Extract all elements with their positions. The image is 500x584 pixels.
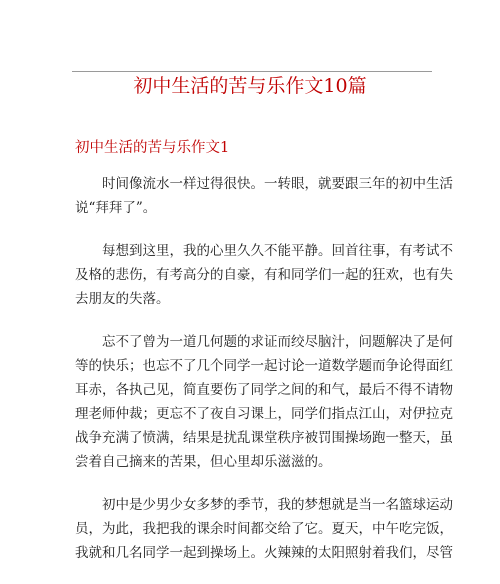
- paragraph: [75, 330, 453, 474]
- header-rule: [72, 71, 432, 72]
- paragraph-line: 忘不了曾为一道几何题的求证而绞尽脑汁，问题解决了是何: [102, 334, 453, 350]
- paragraph: [75, 493, 453, 565]
- paragraph-line: 耳赤，各执己见，简直要伤了同学之间的和气，最后不得不请物: [75, 382, 453, 398]
- paragraph-line: 去朋友的失落。: [75, 291, 170, 307]
- paragraph-line: 每想到这里，我的心里久久不能平静。回首往事，有考试不: [102, 243, 453, 259]
- paragraph-line: 时间像流水一样过得很快。一转眼，就要跟三年的初中生活: [102, 176, 453, 192]
- paragraph-line: 等的快乐；也忘不了几个同学一起讨论一道数学题而争论得面红: [75, 358, 453, 374]
- paragraph: [75, 172, 453, 220]
- paragraph-line: 员，为此，我把我的课余时间都交给了它。夏天，中午吃完饭，: [75, 521, 453, 537]
- section-title: 初中生活的苦与乐作文1: [75, 140, 230, 156]
- paragraph-line: 尝着自己摘来的苦果，但心里却乐滋滋的。: [75, 454, 332, 470]
- document-title: 初中生活的苦与乐作文10篇: [133, 75, 367, 97]
- paragraph-line: 战争充满了愤满，结果是扰乱课堂秩序被罚围操场跑一整天，虽: [75, 430, 453, 446]
- paragraph-line: 我就和几名同学一起到操场上。火辣辣的太阳照射着我们，尽管: [75, 545, 453, 561]
- paragraph-line: 初中是少男少女多梦的季节，我的梦想就是当一名篮球运动: [102, 497, 453, 513]
- document-body: [75, 172, 453, 584]
- paragraph-line: 及格的悲伤，有考高分的自豪，有和同学们一起的狂欢，也有失: [75, 267, 453, 283]
- paragraph: [75, 239, 453, 311]
- paragraph-line: 理老师仲裁；更忘不了夜自习课上，同学们指点江山，对伊拉克: [75, 406, 453, 422]
- paragraph-line: 说“拜拜了”。: [75, 200, 157, 216]
